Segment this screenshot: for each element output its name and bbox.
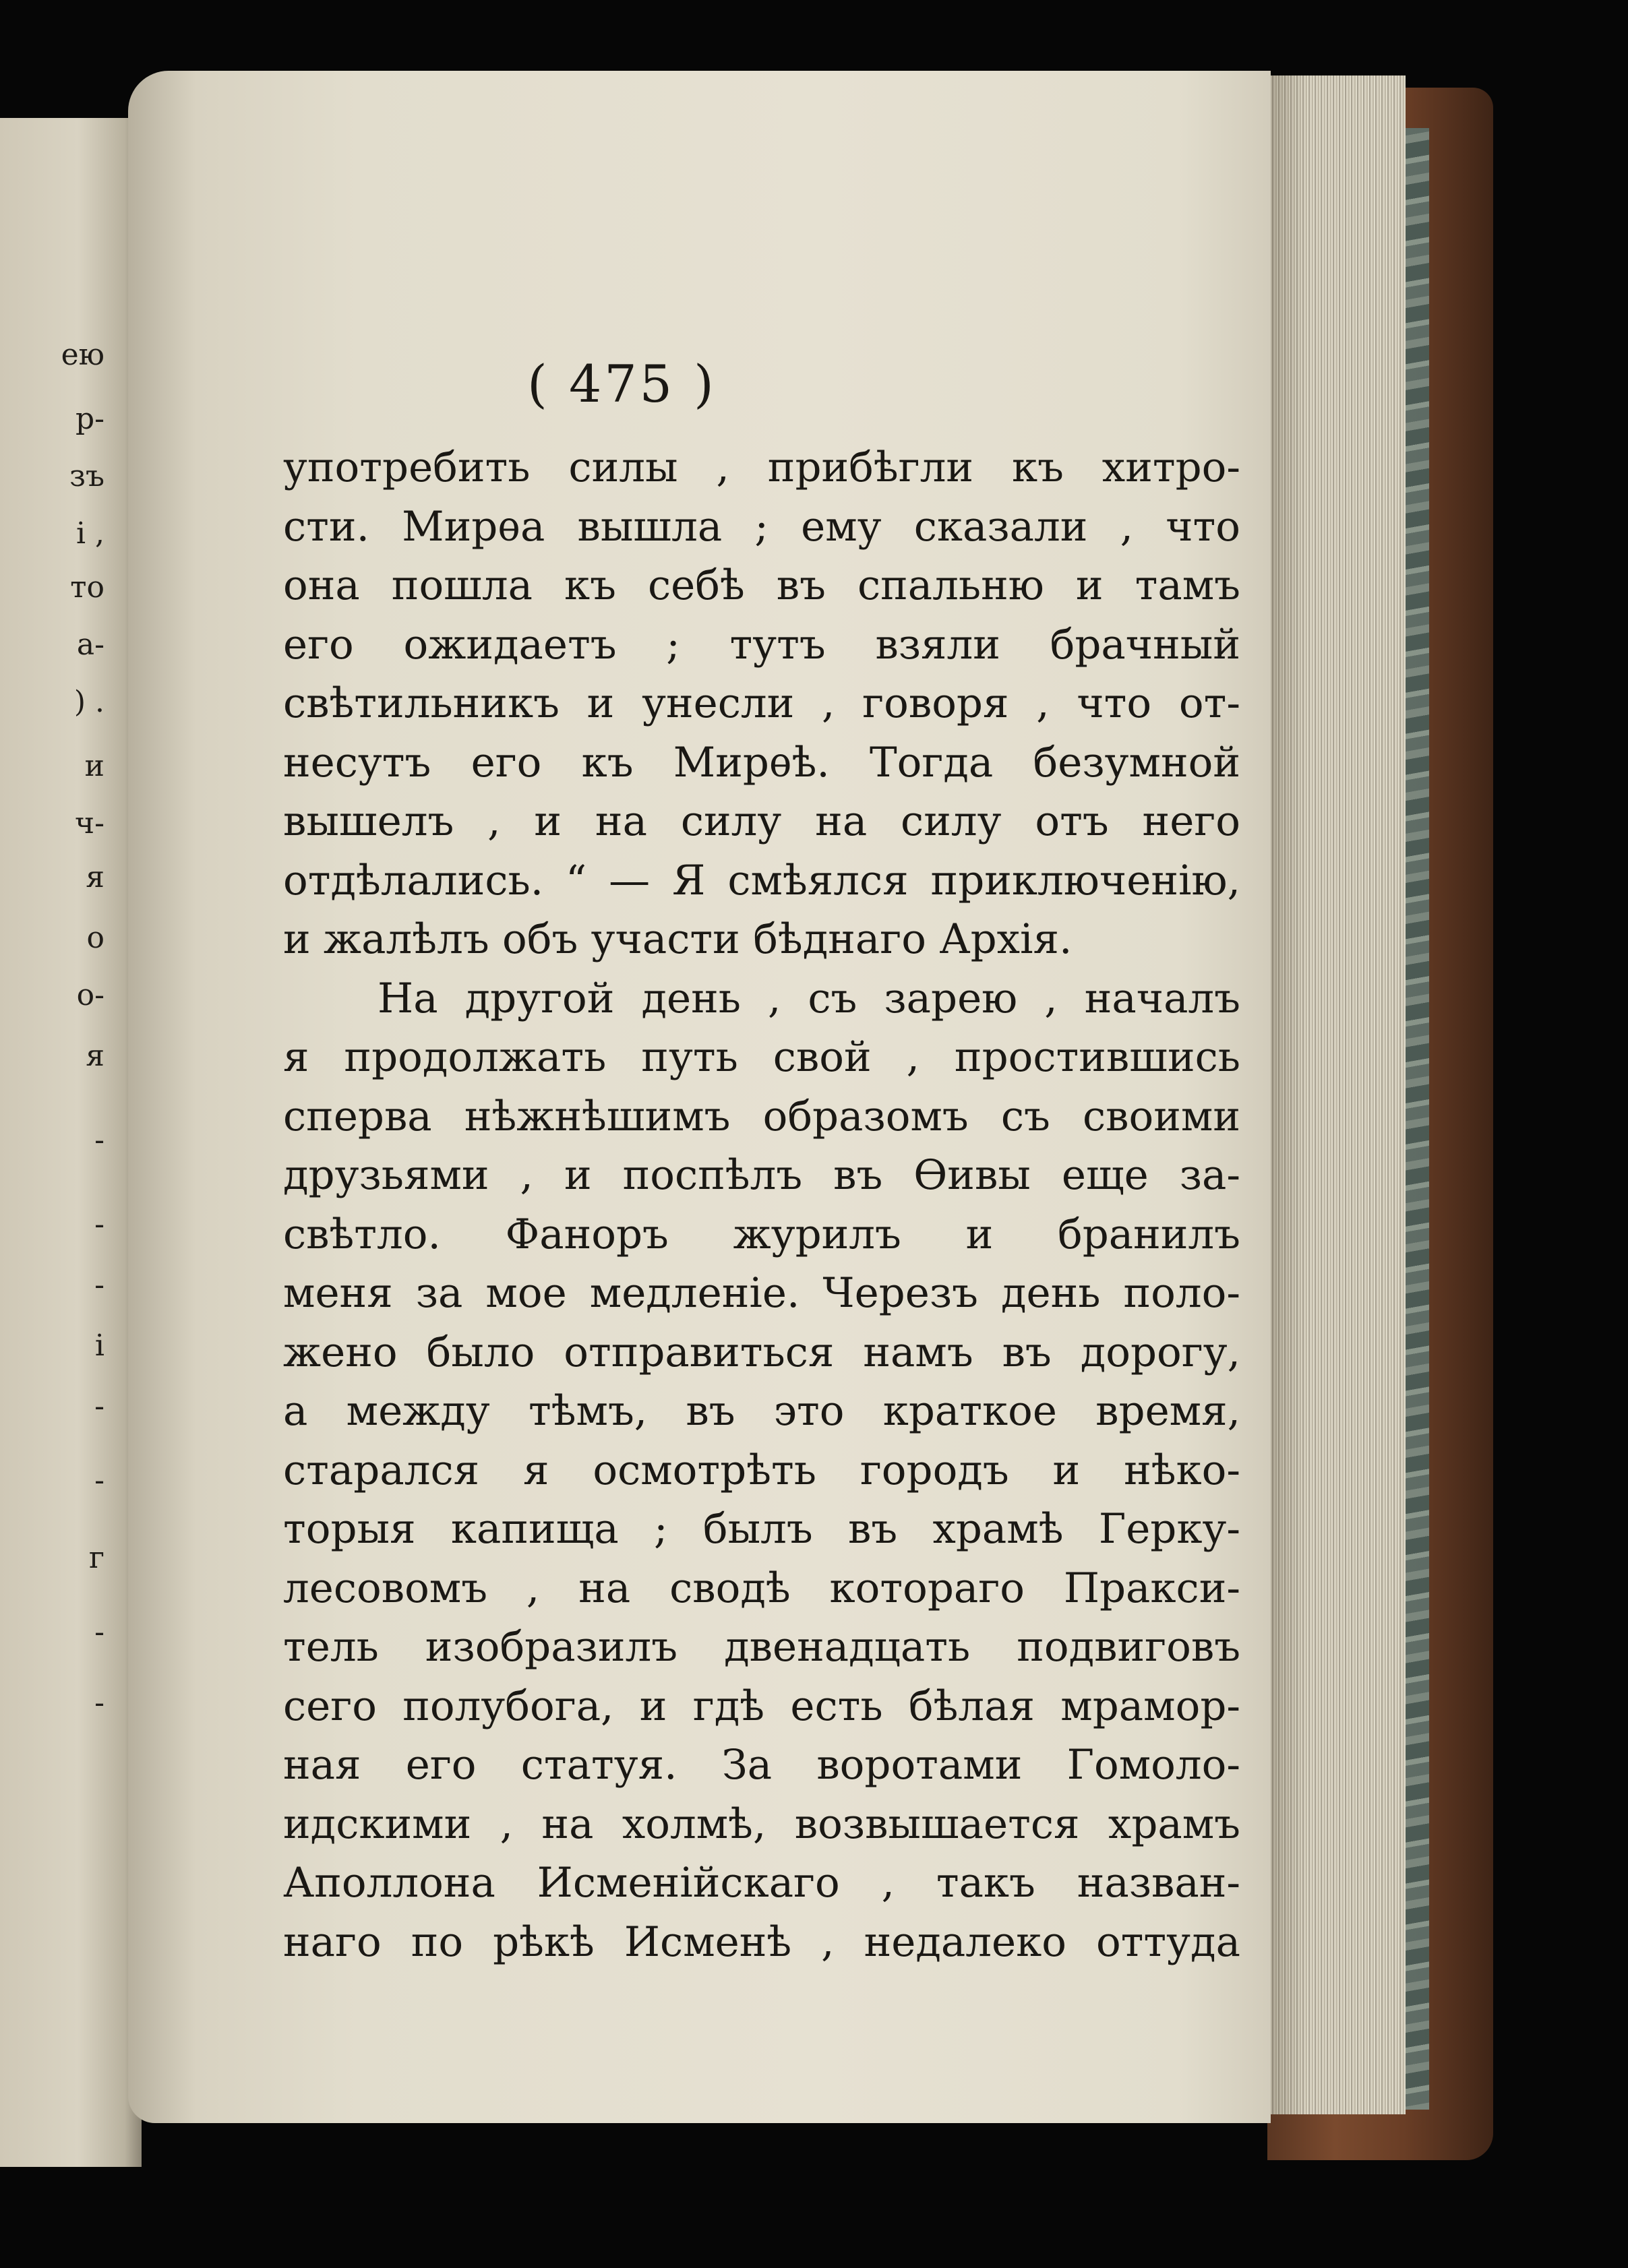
text-line: друзьями , и поспѣлъ въ Ѳивы еще за-: [283, 1151, 1240, 1199]
left-page-fragment: р-: [75, 402, 104, 436]
text-line: На другой день , съ зарею , началъ: [378, 974, 1240, 1022]
left-page-fragment: -: [94, 1686, 104, 1720]
text-line: сперва нѣжнѣшимъ образомъ съ своими: [283, 1092, 1240, 1140]
text-line: несутъ его къ Мирѳѣ. Тогда безумной: [283, 738, 1240, 787]
left-page-fragment: -: [94, 1615, 104, 1649]
text-line: меня за мое медленіе. Черезъ день поло-: [283, 1269, 1240, 1317]
left-page-fragment: а-: [76, 627, 104, 662]
text-line: вышелъ , и на силу на силу отъ него: [283, 797, 1240, 845]
text-line: она пошла къ себѣ въ спальню и тамъ: [283, 561, 1240, 609]
text-line: сти. Мирѳа вышла ; ему сказали , что: [283, 502, 1240, 551]
text-line: жено было отправиться намъ въ дорогу,: [283, 1328, 1240, 1376]
left-page-fragment: и: [84, 749, 104, 783]
text-line: а между тѣмъ, въ это краткое время,: [283, 1387, 1240, 1435]
text-line: идскими , на холмѣ, возвышается храмъ: [283, 1800, 1240, 1848]
left-page-fragment: ею: [61, 338, 104, 372]
left-page-fragment: -: [94, 1268, 104, 1302]
text-line: наго по рѣкѣ Исменѣ , недалеко оттуда: [283, 1918, 1240, 1966]
text-line: свѣтло. Фаноръ журилъ и бранилъ: [283, 1210, 1240, 1258]
page-number: ( 475 ): [527, 354, 717, 414]
left-page-fragment: то: [70, 570, 104, 605]
text-line: его ожидаетъ ; тутъ взяли брачный: [283, 620, 1240, 669]
left-page-fragment: ч-: [75, 806, 104, 840]
text-line: отдѣлались. “ — Я смѣялся приключенію,: [283, 856, 1240, 905]
left-page-fragment: і: [94, 1328, 104, 1363]
right-page: [128, 71, 1271, 2123]
text-line: лесовомъ , на сводѣ котораго Пракси-: [283, 1564, 1240, 1612]
text-line: я продолжать путь свой , простившись: [283, 1033, 1240, 1081]
text-line: торыя капища ; былъ въ храмѣ Герку-: [283, 1505, 1240, 1553]
text-line: тель изобразилъ двенадцать подвиговъ: [283, 1623, 1240, 1671]
text-line: ная его статуя. За воротами Гомоло-: [283, 1741, 1240, 1789]
text-line: свѣтильникъ и унесли , говоря , что от-: [283, 679, 1240, 727]
text-line: Аполлона Исменійскаго , такъ назван-: [283, 1859, 1240, 1907]
left-page-fragment: -: [94, 1389, 104, 1423]
left-page-text-fragments: [0, 118, 142, 2167]
text-line: старался я осмотрѣть городъ и нѣко-: [283, 1446, 1240, 1494]
left-page-fragment: о: [86, 921, 104, 955]
left-page-fragment: я: [86, 860, 104, 894]
left-page-fragment: -: [94, 1207, 104, 1242]
left-page-fragment: зъ: [69, 459, 104, 493]
left-page-fragment: я: [86, 1039, 104, 1073]
text-line: сего полубога, и гдѣ есть бѣлая мрамор-: [283, 1682, 1240, 1730]
left-page-fragment: -: [94, 1463, 104, 1498]
left-page-fragment: г: [88, 1541, 104, 1575]
page-body-text: [283, 438, 1240, 1971]
left-page-fragment: і ,: [76, 516, 104, 551]
text-line: употребить силы , прибѣгли къ хитро-: [283, 443, 1240, 491]
left-page-fragment: о-: [76, 978, 104, 1012]
left-facing-page: [0, 118, 142, 2167]
left-page-fragment: -: [94, 1123, 104, 1157]
text-line: и жалѣлъ объ участи бѣднаго Архія.: [283, 915, 1073, 963]
left-page-fragment: ) .: [73, 685, 104, 719]
